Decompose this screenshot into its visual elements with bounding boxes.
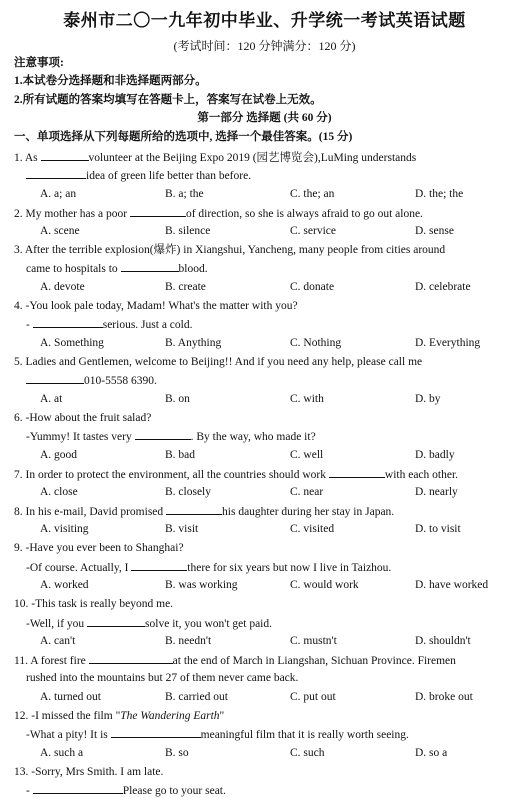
q11-option-d: D. broke out [415,691,473,703]
film-title: The Wandering Earth [120,710,220,722]
q6-option-d: D. badly [415,449,455,461]
question-12-line-2: -What a pity! It is meaningful film that it is really worth seeing. [26,729,409,741]
q9-option-c: C. would work [290,579,359,591]
question-1-line-1: 1. As volunteer at the Beijing Expo 2019 (园艺博览会),LuMing understands [14,152,417,164]
question-9-line-1: 9. -Have you ever been to Shanghai? [14,542,184,554]
q7-option-d: D. nearly [415,486,458,498]
q11-option-b: B. carried out [165,691,228,703]
q2-option-c: C. service [290,225,336,237]
question-11-line-1: 11. A forest fire at the end of March in Liangshan, Sichuan Province. Firemen [14,655,456,667]
section-heading: 一、单项选择从下列每题所给的选项中, 选择一个最佳答案。(15 分) [14,131,353,143]
q11-option-a: A. turned out [40,691,102,703]
question-12-line-1: 12. -I missed the film "The Wandering Earth" [14,710,225,722]
question-7-line-1: 7. In order to protect the environment, all the countries should work with each other. [14,469,459,481]
q1-option-a: A. a; an [40,188,77,200]
q8-option-b: B. visit [165,523,199,535]
question-13-line-1: 13. -Sorry, Mrs Smith. I am late. [14,766,164,778]
question-10-line-2: -Well, if you solve it, you won't get paid. [26,618,273,630]
q10-option-c: C. mustn't [290,635,337,647]
question-2-line-1: 2. My mother has a poor of direction, so she is always afraid to go out alone. [14,208,423,220]
question-9-line-2: -Of course. Actually, I there for six years but now I live in Taizhou. [26,562,392,574]
part-heading: 第一部分 选择题 (共 60 分) [197,112,332,124]
q3-option-c: C. donate [290,281,335,293]
q7-option-b: B. closely [165,486,211,498]
question-6-line-2: -Yummy! It tastes very . By the way, who made it? [26,431,316,443]
q10-option-a: A. can't [40,635,76,647]
q12-option-d: D. so a [415,747,448,759]
q6-option-c: C. well [290,449,324,461]
question-3-line-1: 3. After the terrible explosion(爆炸) in Xiangshui, Yancheng, many people from cities around [14,244,446,256]
q8-option-a: A. visiting [40,523,89,535]
q8-option-c: C. visited [290,523,335,535]
question-1-line-2: idea of green life better than before. [26,168,251,183]
q4-option-d: D. Everything [415,337,481,349]
q1-option-d: D. the; the [415,188,464,200]
q6-option-a: A. good [40,449,78,461]
q7-option-c: C. near [290,486,324,498]
question-10-line-1: 10. -This task is really beyond me. [14,598,174,610]
question-8-line-1: 8. In his e-mail, David promised his daughter during her stay in Japan. [14,506,395,518]
question-13-line-2: - Please go to your seat. [26,785,226,797]
question-5-line-2: 010-5558 6390. [26,373,157,388]
q7-option-a: A. close [40,486,78,498]
q3-option-a: A. devote [40,281,85,293]
notes-heading: 注意事项: [14,57,64,69]
q5-option-b: B. on [165,393,190,405]
q2-option-d: D. sense [415,225,454,237]
note-item-2: 2.所有试题的答案均填写在答题卡上，答案写在试卷上无效。 [14,94,322,106]
question-4-line-1: 4. -You look pale today, Madam! What's the matter with you? [14,300,298,312]
q11-option-c: C. put out [290,691,336,703]
question-3-line-2: came to hospitals to blood. [26,263,208,275]
question-5-line-1: 5. Ladies and Gentlemen, welcome to Beijing!! And if you need any help, please call me [14,356,423,368]
q2-option-b: B. silence [165,225,211,237]
q4-option-a: A. Something [40,337,104,349]
q5-option-c: C. with [290,393,324,405]
q10-option-b: B. needn't [165,635,212,647]
q12-option-c: C. such [290,747,325,759]
exam-subtitle: (考试时间：120 分钟满分：120 分) [173,39,356,53]
q1-option-c: C. the; an [290,188,335,200]
q3-option-b: B. create [165,281,206,293]
note-item-1: 1.本试卷分选择题和非选择题两部分。 [14,75,207,87]
q9-option-d: D. have worked [415,579,489,591]
q4-option-b: B. Anything [165,337,222,349]
q4-option-c: C. Nothing [290,337,342,349]
q9-option-b: B. was working [165,579,238,591]
q10-option-d: D. shouldn't [415,635,471,647]
q5-option-a: A. at [40,393,63,405]
q8-option-d: D. to visit [415,523,461,535]
question-4-line-2: - serious. Just a cold. [26,319,193,331]
q1-option-b: B. a; the [165,188,204,200]
exam-title: 泰州市二〇一九年初中毕业、升学统一考试英语试题 [63,11,466,30]
question-11-line-2: rushed into the mountains but 27 of them never came back. [26,672,299,684]
q12-option-a: A. such a [40,747,84,759]
question-6-line-1: 6. -How about the fruit salad? [14,412,152,424]
q9-option-a: A. worked [40,579,89,591]
q2-option-a: A. scene [40,225,80,237]
q12-option-b: B. so [165,747,189,759]
q3-option-d: D. celebrate [415,281,471,293]
q5-option-d: D. by [415,393,441,405]
q6-option-b: B. bad [165,449,196,461]
